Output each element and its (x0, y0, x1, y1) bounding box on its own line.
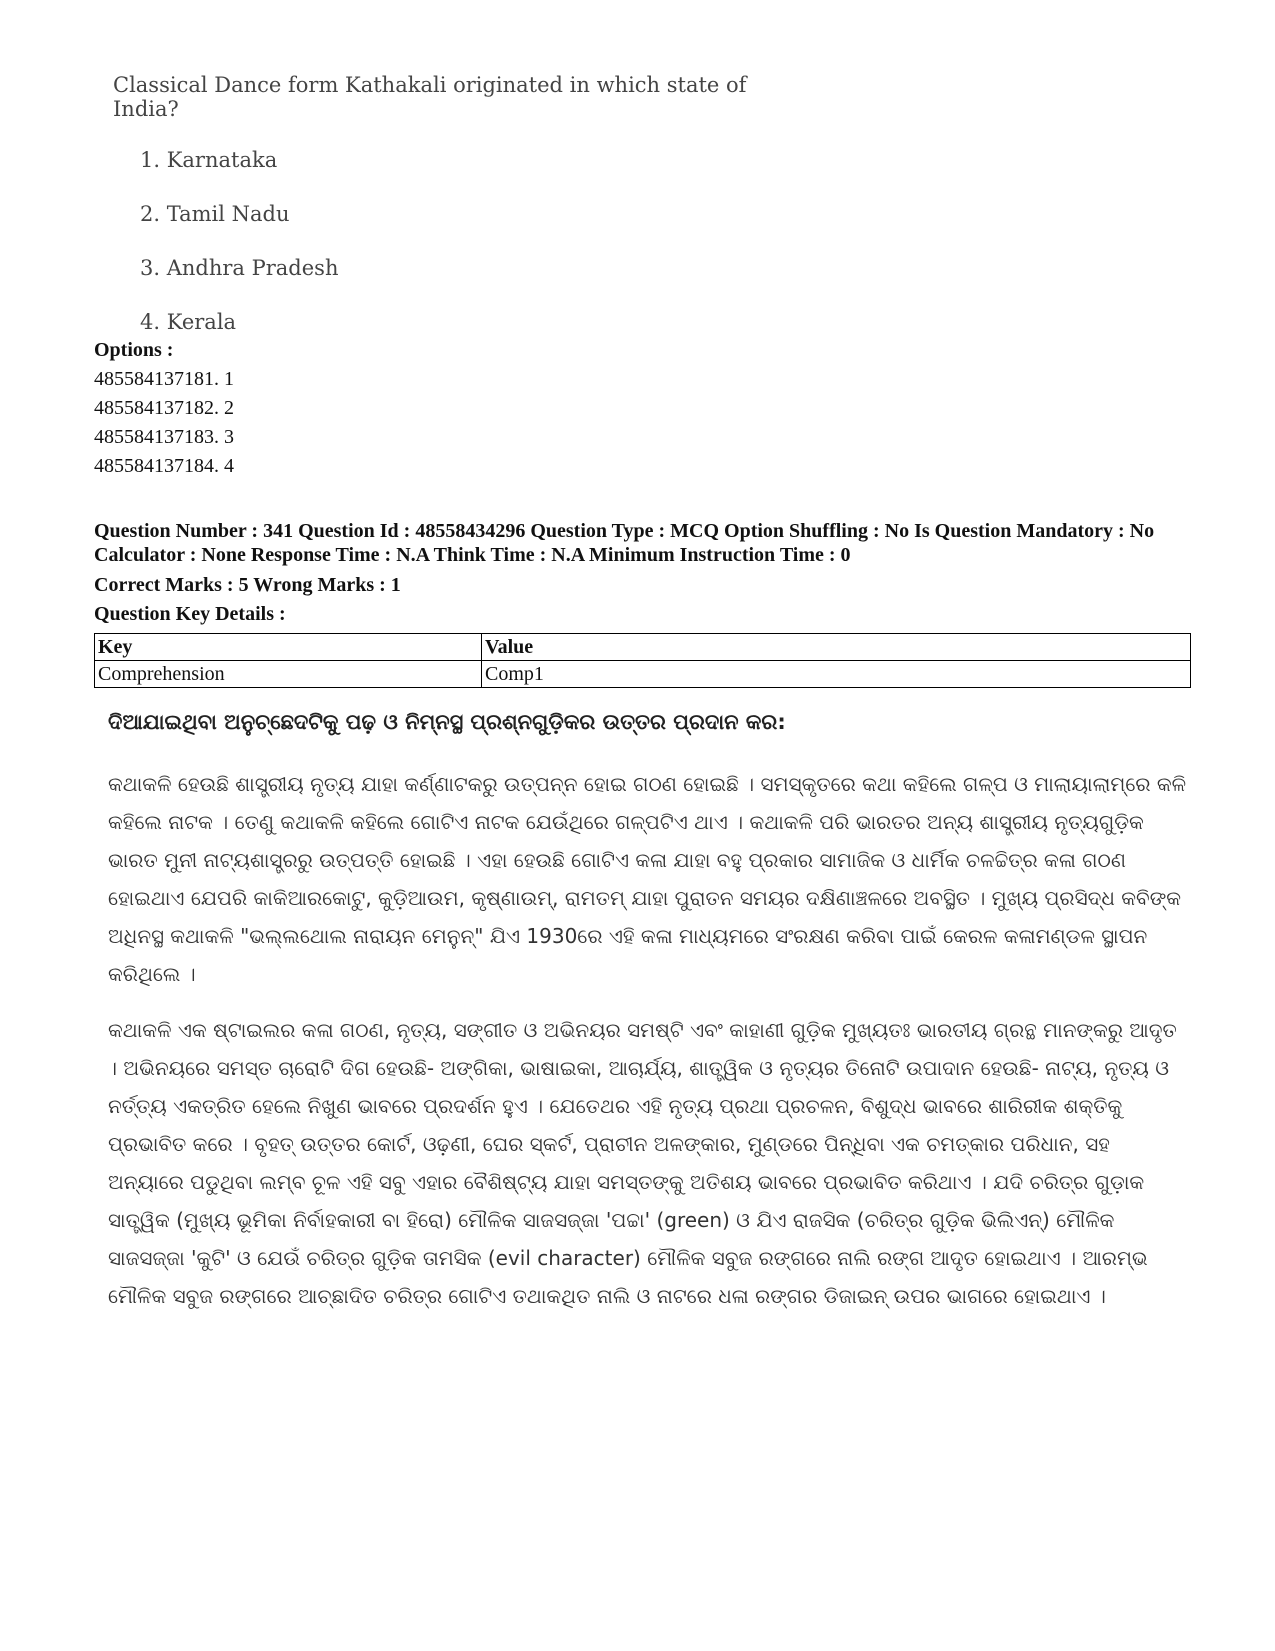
option-item: 485584137183. 3 (94, 426, 234, 448)
key-details-title: Question Key Details : (94, 603, 286, 625)
passage-heading: ଦିଆଯାଇଥିବା ଅନୁଚ୍ଛେଦଟିକୁ ପଢ଼ ଓ ନିମ୍ନସ୍ଥ ପ୍ରଶ୍ନଗୁଡ଼ିକର ଉତ୍ତର ପ୍ରଦାନ କର: (108, 710, 786, 734)
choice-2: 2. Tamil Nadu (140, 202, 290, 226)
key-details-table (94, 633, 1191, 688)
options-block (94, 336, 234, 481)
passage-image (108, 710, 1188, 1333)
table-row (95, 661, 1191, 688)
header-value: Value (482, 634, 1191, 661)
question-meta: Question Number : 341 Question Id : 48558434296 Question Type : MCQ Option Shuffling : No Is Question Mandatory : No Calculator : None Response Time : N.A Think Time : N.A Minimum Instruction Time : 0 (94, 520, 1155, 566)
cell-key: Comprehension (95, 661, 482, 688)
option-item: 485584137184. 4 (94, 455, 234, 477)
option-item: 485584137182. 2 (94, 397, 234, 419)
table-header-row (95, 634, 1191, 661)
question-choices (95, 133, 795, 349)
choice-1: 1. Karnataka (140, 148, 278, 172)
question-image (95, 55, 795, 349)
passage-paragraph-2: କଥାକଳି ଏକ ଷ୍ଟାଇଲର କଳା ଗଠଣ, ନୃତ୍ୟ, ସଙ୍ଗୀତ ଓ ଅଭିନୟର ସମଷ୍ଟି ଏବଂ କାହାଣୀ ଗୁଡ଼ିକ ମୁଖ୍ୟତଃ ଭାରତୀୟ ଗ୍ରନ୍ଥ ମାନଙ୍କରୁ ଆଦୃତ । ଅଭିନୟରେ ସମସ୍ତ ଚାରୋଟି ଦିଗ ହେଉଛି- ଅଙ୍ଗିକା, ଭାଷାଇକା, ଆଚାର୍ଯ୍ୟ, ଶାତ୍ତ୍ୱିକ ଓ ନୃତ୍ୟର ତିନୋଟି ଉପାଦାନ ହେଉଛି- ନାଟ୍ୟ, ନୃତ୍ୟ ଓ ନର୍ତ୍ତ୍ୟ ଏକତ୍ରିତ ହେଲେ ନିଖୁଣ ଭାବରେ ପ୍ରଦର୍ଶନ ହୁଏ । ଯେତେଥର ଏହି ନୃତ୍ୟ ପ୍ରଥା ପ୍ରଚଳନ, ବିଶୁଦ୍ଧ ଭାବରେ ଶାରିରୀକ ଶକ୍ତିକୁ ପ୍ରଭାବିତ କରେ । ବୃହତ୍ ଉତ୍ତର କୋର୍ଟ, ଓଢ଼ଣୀ, ଘେର ସ୍କର୍ଟ, ପ୍ରାଚୀନ ଅଳଙ୍କାର, ମୁଣ୍ଡରେ ପିନ୍ଧିବା ଏକ ଚମତ୍କାର ପରିଧାନ, ସହ ଅନ୍ୟାରେ ପଡୁଥିବା ଲମ୍ବ ଚୂଳ ଏହି ସବୁ ଏହାର ବୈଶିଷ୍ଟ୍ୟ ଯାହା ସମସ୍ତଙ୍କୁ ଅତିଶୟ ଭାବରେ ପ୍ରଭାବିତ କରିଥାଏ । ଯଦି ଚରିତ୍ର ଗୁଡ଼ାକ ସାତ୍ତ୍ୱିକ (ମୁଖ୍ୟ ଭୂମିକା ନିର୍ବାହକାରୀ ବା ହିରୋ) ମୌଳିକ ସାଜସଜ୍ଜା 'ପଚ୍ଚା' (green) ଓ ଯିଏ ରାଜସିକ (ଚରିତ୍ର ଗୁଡ଼ିକ ଭିଲିଏନ୍) ମୌଳିକ ସାଜସଜ୍ଜା 'କୁଟି' ଓ ଯେଉଁ ଚରିତ୍ର ଗୁଡ଼ିକ ତାମସିକ (evil character) ମୌଳିକ ସବୁଜ ରଙ୍ଗରେ ନାଲି ରଙ୍ଗ ଆଦୃତ ହୋଇଥାଏ । ଆରମ୍ଭ ମୌଳିକ ସବୁଜ ରଙ୍ଗରେ ଆଚ୍ଛାଦିତ ଚରିତ୍ର ଗୋଟିଏ ତଥାକଥିତ ନାଲି ଓ ନାଟରେ ଧଳା ରଙ୍ଗର ଡିଜାଇନ୍ ଉପର ଭାଗରେ ହୋଇଥାଏ । (108, 1018, 1177, 1308)
choice-3: 3. Andhra Pradesh (140, 256, 339, 280)
cell-value: Comp1 (482, 661, 1191, 688)
marks-line: Correct Marks : 5 Wrong Marks : 1 (94, 574, 401, 596)
option-item: 485584137181. 1 (94, 368, 234, 390)
question-text: Classical Dance form Kathakali originated in which state of India? (113, 73, 747, 121)
options-title: Options : (94, 339, 174, 361)
options-list (94, 365, 234, 481)
passage-paragraph-1: କଥାକଳି ହେଉଛି ଶାସ୍ତ୍ରୀୟ ନୃତ୍ୟ ଯାହା କର୍ଣ୍ଣାଟକରୁ ଉତ୍ପନ୍ନ ହୋଇ ଗଠଣ ହୋଇଛି । ସମସ୍କୃତରେ କଥା କହିଲେ ଗଳ୍ପ ଓ ମାଲାୟାଲାମ୍‌ରେ କଳି କହିଲେ ନାଟକ । ତେଣୁ କଥାକଳି କହିଲେ ଗୋଟିଏ ନାଟକ ଯେଉଁଥିରେ ଗଳ୍ପଟିଏ ଥାଏ । କଥାକଳି ପରି ଭାରତର ଅନ୍ୟ ଶାସ୍ତ୍ରୀୟ ନୃତ୍ୟଗୁଡ଼ିକ ଭାରତ ମୁନୀ ନାଟ୍ୟଶାସ୍ତ୍ରରୁ ଉତ୍ପତ୍ତି ହୋଇଛି । ଏହା ହେଉଛି ଗୋଟିଏ କଳା ଯାହା ବହୁ ପ୍ରକାର ସାମାଜିକ ଓ ଧାର୍ମିକ ଚଳଚ୍ଚିତ୍ର କଳା ଗଠଣ ହୋଇଥାଏ ଯେପରି କାକିଆରକୋଟୁ, କୁଡ଼ିଆଉମ, କୃଷ୍ଣାଉମ୍, ରାମତମ୍ ଯାହା ପୁରାତନ ସମୟର ଦକ୍ଷିଣାଞ୍ଚଳରେ ଅବସ୍ଥିତ । ମୁଖ୍ୟ ପ୍ରସିଦ୍ଧ କବିଙ୍କ ଅଧିନସ୍ଥ କଥାକଳି "ଭଲ୍ଲଥୋଲ ନାରାୟନ ମେନୁନ୍" ଯିଏ 1930ରେ ଏହି କଳା ମାଧ୍ୟମରେ ସଂରକ୍ଷଣ କରିବା ପାଇଁ କେରଳ କଳାମଣ୍ଡଳ ସ୍ଥାପନ କରିଥିଲେ । (108, 772, 1187, 986)
header-key: Key (95, 634, 482, 661)
choice-4: 4. Kerala (140, 310, 237, 334)
